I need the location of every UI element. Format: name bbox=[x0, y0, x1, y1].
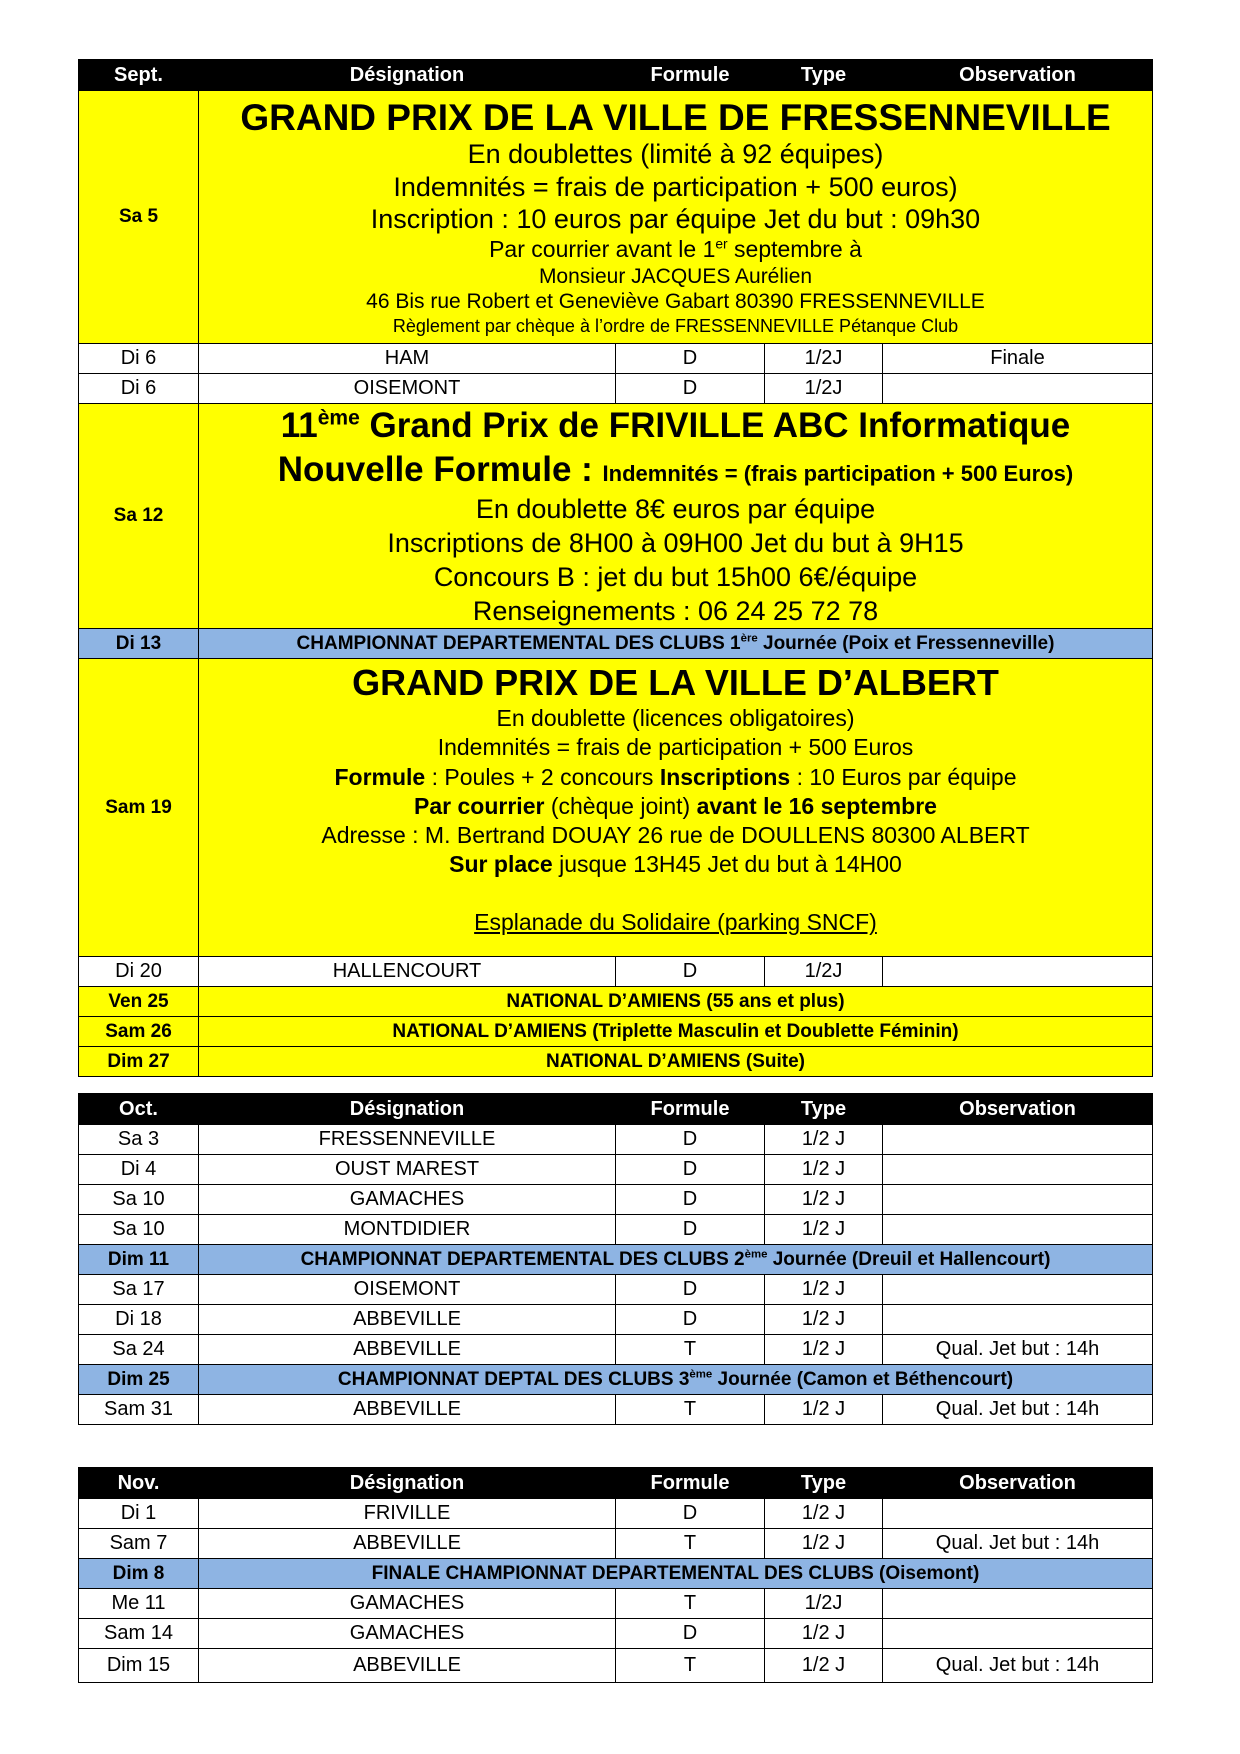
event-date: Sam 19 bbox=[79, 659, 199, 957]
type-header: Type bbox=[765, 1468, 883, 1499]
observation-header: Observation bbox=[883, 1094, 1153, 1125]
cell-type: 1/2 J bbox=[765, 1499, 883, 1529]
cell-formule: D bbox=[616, 344, 765, 374]
cell-observation bbox=[883, 1499, 1153, 1529]
event-line: Règlement par chèque à l’ordre de FRESSENNEVILLE Pétanque Club bbox=[392, 315, 959, 336]
table-header bbox=[79, 1094, 1153, 1125]
cell-date: Di 6 bbox=[79, 344, 199, 374]
cell-observation bbox=[883, 1305, 1153, 1335]
cell-date: Dim 27 bbox=[79, 1047, 199, 1077]
event-friville bbox=[79, 404, 1153, 629]
cell-formule: T bbox=[616, 1649, 765, 1683]
cell-formule: D bbox=[616, 1155, 765, 1185]
cell-designation: ABBEVILLE bbox=[199, 1305, 616, 1335]
table-header bbox=[79, 1468, 1153, 1499]
cell-designation: ABBEVILLE bbox=[199, 1649, 616, 1683]
cell-date: Dim 11 bbox=[79, 1245, 199, 1275]
cell-designation: OUST MAREST bbox=[199, 1155, 616, 1185]
cell-formule: T bbox=[616, 1529, 765, 1559]
event-line: Monsieur JACQUES Aurélien bbox=[538, 265, 813, 289]
cell-type: 1/2 J bbox=[765, 1275, 883, 1305]
observation-header: Observation bbox=[883, 1468, 1153, 1499]
cell-designation: ABBEVILLE bbox=[199, 1335, 616, 1365]
event-line: Inscriptions de 8H00 à 09H00 Jet du but à 9H15 bbox=[387, 527, 964, 558]
cell-observation bbox=[883, 1275, 1153, 1305]
cell-designation: ABBEVILLE bbox=[199, 1395, 616, 1425]
cell-formule: D bbox=[616, 1125, 765, 1155]
cell-designation: GAMACHES bbox=[199, 1185, 616, 1215]
cell-formule: D bbox=[616, 1185, 765, 1215]
event-line: Renseignements : 06 24 25 72 78 bbox=[472, 595, 879, 626]
cell-date: Sa 10 bbox=[79, 1215, 199, 1245]
table-row bbox=[79, 1185, 1153, 1215]
type-header: Type bbox=[765, 60, 883, 91]
championship-row bbox=[79, 1245, 1153, 1275]
event-details bbox=[199, 404, 1153, 629]
cell-date: Di 1 bbox=[79, 1499, 199, 1529]
cell-type: 1/2 J bbox=[765, 1395, 883, 1425]
event-location: Esplanade du Solidaire (parking SNCF) bbox=[474, 909, 877, 936]
championship-row bbox=[79, 1365, 1153, 1395]
cell-type: 1/2 J bbox=[765, 1529, 883, 1559]
cell-type: 1/2 J bbox=[765, 1305, 883, 1335]
cell-date: Sam 26 bbox=[79, 1017, 199, 1047]
cell-date: Sa 10 bbox=[79, 1185, 199, 1215]
national-text: NATIONAL D’AMIENS (Suite) bbox=[199, 1047, 1153, 1077]
event-line: Adresse : M. Bertrand DOUAY 26 rue de DOULLENS 80300 ALBERT bbox=[321, 822, 1030, 848]
cell-date: Dim 8 bbox=[79, 1559, 199, 1589]
championship-row bbox=[79, 629, 1153, 659]
event-line: Concours B : jet du but 15h00 6€/équipe bbox=[433, 561, 918, 592]
cell-observation bbox=[883, 1125, 1153, 1155]
event-title: 11ème Grand Prix de FRIVILLE ABC Informatique bbox=[280, 406, 1071, 446]
championship-text: CHAMPIONNAT DEPARTEMENTAL DES CLUBS 1ère Journée (Poix et Fressenneville) bbox=[199, 629, 1153, 659]
event-line: En doublette 8€ euros par équipe bbox=[475, 493, 876, 524]
table-row bbox=[79, 1395, 1153, 1425]
cell-observation: Qual. Jet but : 14h bbox=[883, 1395, 1153, 1425]
type-header: Type bbox=[765, 1094, 883, 1125]
cell-date: Di 13 bbox=[79, 629, 199, 659]
event-title: GRAND PRIX DE LA VILLE D’ALBERT bbox=[352, 662, 999, 703]
cell-date: Ven 25 bbox=[79, 987, 199, 1017]
event-line: Indemnités = frais de participation + 500 Euros bbox=[437, 734, 914, 761]
cell-type: 1/2 J bbox=[765, 1215, 883, 1245]
table-row bbox=[79, 1125, 1153, 1155]
event-fressenneville bbox=[79, 91, 1153, 344]
cell-date: Di 18 bbox=[79, 1305, 199, 1335]
cell-date: Di 20 bbox=[79, 957, 199, 987]
table-row bbox=[79, 1499, 1153, 1529]
cell-observation: Qual. Jet but : 14h bbox=[883, 1335, 1153, 1365]
championship-text: CHAMPIONNAT DEPARTEMENTAL DES CLUBS 2ème Journée (Dreuil et Hallencourt) bbox=[199, 1245, 1153, 1275]
national-text: NATIONAL D’AMIENS (55 ans et plus) bbox=[199, 987, 1153, 1017]
cell-type: 1/2 J bbox=[765, 1649, 883, 1683]
cell-observation: Qual. Jet but : 14h bbox=[883, 1649, 1153, 1683]
national-row bbox=[79, 987, 1153, 1017]
table-row bbox=[79, 1589, 1153, 1619]
cell-designation: OISEMONT bbox=[199, 374, 616, 404]
cell-formule: T bbox=[616, 1589, 765, 1619]
championship-text: CHAMPIONNAT DEPTAL DES CLUBS 3ème Journée (Camon et Béthencourt) bbox=[199, 1365, 1153, 1395]
cell-designation: FRESSENNEVILLE bbox=[199, 1125, 616, 1155]
table-row bbox=[79, 1275, 1153, 1305]
formule-header: Formule bbox=[616, 1468, 765, 1499]
cell-observation bbox=[883, 1215, 1153, 1245]
cell-formule: D bbox=[616, 957, 765, 987]
cell-date: Di 4 bbox=[79, 1155, 199, 1185]
designation-header: Désignation bbox=[199, 1094, 616, 1125]
national-row bbox=[79, 1017, 1153, 1047]
cell-designation: HAM bbox=[199, 344, 616, 374]
table-row bbox=[79, 1335, 1153, 1365]
september-table bbox=[78, 59, 1153, 1077]
event-title: GRAND PRIX DE LA VILLE DE FRESSENNEVILLE bbox=[240, 96, 1111, 138]
national-row bbox=[79, 1047, 1153, 1077]
cell-observation bbox=[883, 1155, 1153, 1185]
event-details bbox=[199, 659, 1153, 957]
event-subtitle: Nouvelle Formule : Indemnités = (frais participation + 500 Euros) bbox=[277, 449, 1074, 489]
championship-text: FINALE CHAMPIONNAT DEPARTEMENTAL DES CLUBS (Oisemont) bbox=[199, 1559, 1153, 1589]
cell-date: Sa 24 bbox=[79, 1335, 199, 1365]
cell-formule: D bbox=[616, 374, 765, 404]
cell-observation bbox=[883, 1185, 1153, 1215]
november-table bbox=[78, 1467, 1153, 1683]
event-line: Par courrier avant le 1er septembre à bbox=[489, 236, 862, 263]
cell-date: Sam 7 bbox=[79, 1529, 199, 1559]
cell-observation: Qual. Jet but : 14h bbox=[883, 1529, 1153, 1559]
cell-designation: HALLENCOURT bbox=[199, 957, 616, 987]
event-date: Sa 5 bbox=[79, 91, 199, 344]
table-row bbox=[79, 1155, 1153, 1185]
event-line: Inscription : 10 euros par équipe Jet du but : 09h30 bbox=[370, 204, 981, 235]
cell-type: 1/2 J bbox=[765, 1155, 883, 1185]
table-row bbox=[79, 957, 1153, 987]
cell-designation: OISEMONT bbox=[199, 1275, 616, 1305]
table-header bbox=[79, 60, 1153, 91]
cell-type: 1/2J bbox=[765, 957, 883, 987]
table-row bbox=[79, 374, 1153, 404]
cell-observation bbox=[883, 957, 1153, 987]
cell-type: 1/2J bbox=[765, 374, 883, 404]
event-line: Par courrier (chèque joint) avant le 16 septembre bbox=[414, 792, 937, 819]
cell-type: 1/2J bbox=[765, 344, 883, 374]
event-line: 46 Bis rue Robert et Geneviève Gabart 80390 FRESSENNEVILLE bbox=[366, 290, 985, 314]
cell-formule: D bbox=[616, 1305, 765, 1335]
championship-row bbox=[79, 1559, 1153, 1589]
event-details bbox=[199, 91, 1153, 344]
cell-type: 1/2 J bbox=[765, 1335, 883, 1365]
cell-date: Sam 14 bbox=[79, 1619, 199, 1649]
cell-type: 1/2J bbox=[765, 1589, 883, 1619]
event-line: Formule : Poules + 2 concours Inscriptions : 10 Euros par équipe bbox=[334, 763, 1017, 790]
cell-date: Dim 15 bbox=[79, 1649, 199, 1683]
table-row bbox=[79, 1529, 1153, 1559]
cell-type: 1/2 J bbox=[765, 1125, 883, 1155]
table-row bbox=[79, 344, 1153, 374]
month-header: Oct. bbox=[79, 1094, 199, 1125]
designation-header: Désignation bbox=[199, 1468, 616, 1499]
october-table bbox=[78, 1093, 1153, 1425]
cell-date: Di 6 bbox=[79, 374, 199, 404]
national-text: NATIONAL D’AMIENS (Triplette Masculin et Doublette Féminin) bbox=[199, 1017, 1153, 1047]
table-row bbox=[79, 1619, 1153, 1649]
table-row bbox=[79, 1649, 1153, 1683]
cell-formule: T bbox=[616, 1335, 765, 1365]
event-line: Indemnités = frais de participation + 500 euros) bbox=[393, 171, 958, 202]
event-line: En doublettes (limité à 92 équipes) bbox=[467, 139, 884, 170]
cell-designation: GAMACHES bbox=[199, 1619, 616, 1649]
cell-formule: D bbox=[616, 1215, 765, 1245]
cell-designation: MONTDIDIER bbox=[199, 1215, 616, 1245]
event-line: En doublette (licences obligatoires) bbox=[496, 705, 855, 732]
month-header: Sept. bbox=[79, 60, 199, 91]
cell-date: Sa 17 bbox=[79, 1275, 199, 1305]
cell-observation bbox=[883, 1589, 1153, 1619]
cell-designation: GAMACHES bbox=[199, 1589, 616, 1619]
event-albert bbox=[79, 659, 1153, 957]
event-date: Sa 12 bbox=[79, 404, 199, 629]
cell-type: 1/2 J bbox=[765, 1185, 883, 1215]
cell-formule: D bbox=[616, 1499, 765, 1529]
cell-date: Me 11 bbox=[79, 1589, 199, 1619]
cell-observation: Finale bbox=[883, 344, 1153, 374]
month-header: Nov. bbox=[79, 1468, 199, 1499]
cell-designation: ABBEVILLE bbox=[199, 1529, 616, 1559]
event-line: Sur place jusque 13H45 Jet du but à 14H00 bbox=[449, 851, 902, 878]
cell-formule: D bbox=[616, 1275, 765, 1305]
cell-date: Dim 25 bbox=[79, 1365, 199, 1395]
cell-observation bbox=[883, 374, 1153, 404]
formule-header: Formule bbox=[616, 1094, 765, 1125]
cell-type: 1/2 J bbox=[765, 1619, 883, 1649]
designation-header: Désignation bbox=[199, 60, 616, 91]
cell-date: Sam 31 bbox=[79, 1395, 199, 1425]
cell-date: Sa 3 bbox=[79, 1125, 199, 1155]
formule-header: Formule bbox=[616, 60, 765, 91]
table-row bbox=[79, 1215, 1153, 1245]
observation-header: Observation bbox=[883, 60, 1153, 91]
cell-observation bbox=[883, 1619, 1153, 1649]
cell-formule: D bbox=[616, 1619, 765, 1649]
cell-designation: FRIVILLE bbox=[199, 1499, 616, 1529]
cell-formule: T bbox=[616, 1395, 765, 1425]
table-row bbox=[79, 1305, 1153, 1335]
